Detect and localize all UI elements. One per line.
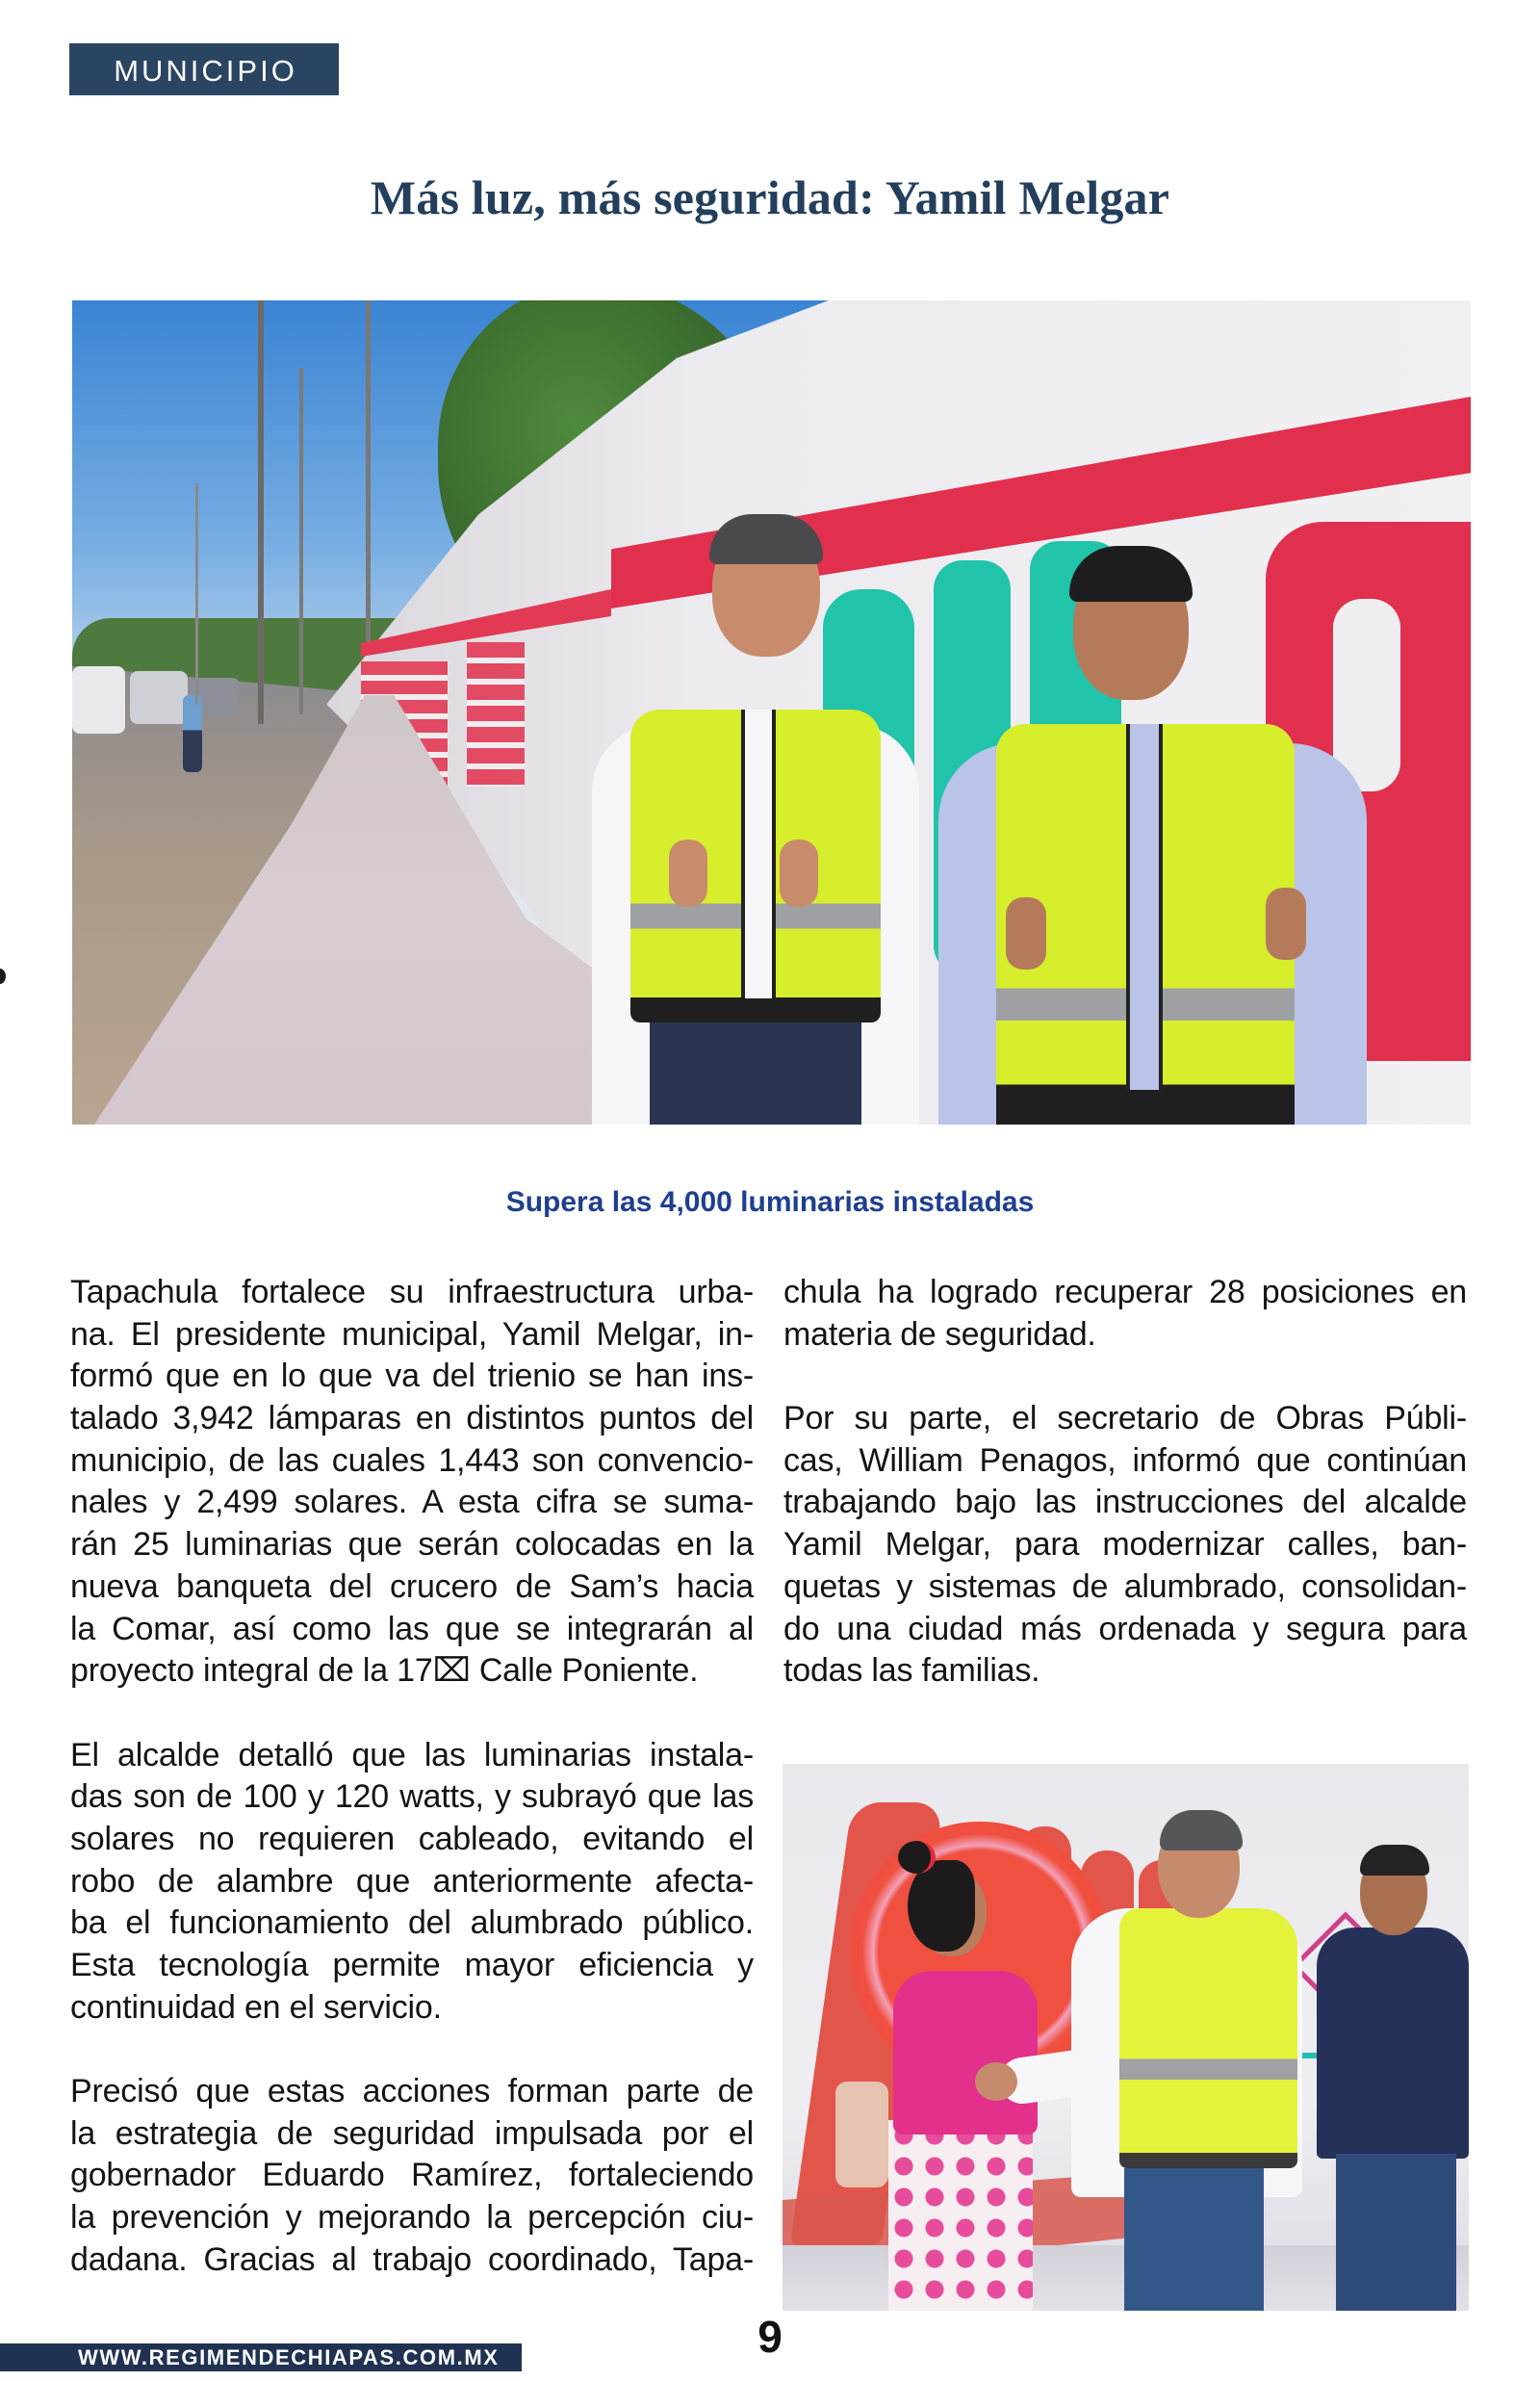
pedestrian bbox=[183, 695, 202, 772]
body-text-line: chula ha logrado recuperar 28 posiciones en bbox=[783, 1274, 1467, 1310]
body-paragraph bbox=[70, 1272, 754, 1693]
man-center-vest bbox=[1119, 1908, 1297, 2168]
parked-car bbox=[130, 671, 188, 724]
body-text-line: rán 25 luminarias que serán colocadas en la bbox=[70, 1526, 754, 1564]
body-text-line: gobernador Eduardo Ramírez, fortaleciendo bbox=[70, 2157, 754, 2194]
man-right-jeans bbox=[1336, 2154, 1456, 2311]
body-text-line: Yamil Melgar, para modernizar calles, ban- bbox=[783, 1526, 1467, 1564]
person-right-thumb bbox=[1266, 888, 1306, 960]
body-column-right bbox=[783, 1272, 1467, 1693]
body-text-line: Esta tecnología permite mayor eficiencia y bbox=[70, 1947, 754, 1983]
footer-website-bar bbox=[0, 2343, 522, 2371]
body-text-line: El alcalde detalló que las luminarias instala- bbox=[70, 1736, 754, 1773]
body-text-line: todas las familias. bbox=[783, 1652, 1040, 1690]
footer-website: WWW.REGIMENDECHIAPAS.COM.MX bbox=[78, 2345, 500, 2369]
body-text-line: Tapachula fortalece su infraestructura urba- bbox=[70, 1274, 754, 1310]
body-text-line: nales y 2,499 solares. A esta cifra se suma- bbox=[70, 1484, 754, 1521]
article-subheadline: Supera las 4,000 luminarias instaladas bbox=[505, 1186, 1035, 1218]
body-text-line: cas, William Penagos, informó que continúan bbox=[783, 1441, 1467, 1479]
body-text-line: materia de seguridad. bbox=[783, 1315, 1096, 1353]
person-right-thumb bbox=[1006, 897, 1046, 970]
body-text-line: robo de alambre que anteriormente afecta- bbox=[70, 1862, 754, 1900]
utility-pole bbox=[258, 300, 264, 724]
body-text-line: ba el funcionamiento del alumbrado público. bbox=[70, 1904, 754, 1942]
body-text-line: talado 3,942 lámparas en distintos puntos del bbox=[70, 1400, 754, 1437]
parked-car bbox=[72, 666, 125, 734]
body-paragraph bbox=[783, 1272, 1467, 1356]
man-right-hair bbox=[1360, 1845, 1429, 1876]
body-text-line: nueva banqueta del crucero de Sam’s hacia bbox=[70, 1567, 754, 1605]
utility-pole bbox=[299, 368, 303, 714]
body-column-left bbox=[70, 1272, 754, 2282]
main-photo bbox=[72, 300, 1471, 1125]
body-text-line: continuidad en el servicio. bbox=[70, 1988, 442, 2026]
body-text-line: formó que en lo que va del trienio se han ins- bbox=[70, 1358, 754, 1395]
article-headline: Más luz, más seguridad: Yamil Melgar bbox=[370, 170, 1170, 224]
wall-red-lettering bbox=[467, 642, 525, 787]
wall-red-letter-counter bbox=[1333, 599, 1400, 791]
section-tag-label: MUNICIPIO bbox=[114, 53, 297, 88]
page-edge-mark bbox=[0, 969, 6, 984]
body-text-line: solares no requieren cableado, evitando el bbox=[70, 1820, 754, 1857]
body-text-line: do una ciudad más ordenada y segura para bbox=[783, 1610, 1467, 1647]
woman-bag bbox=[835, 2082, 888, 2187]
body-text-line: municipio, de las cuales 1,443 son convencio- bbox=[70, 1441, 754, 1479]
body-text-line: la Comar, así como las que se integrarán al bbox=[70, 1610, 754, 1647]
body-text-line: la prevención y mejorando la percepción ciu- bbox=[70, 2199, 754, 2237]
body-paragraph bbox=[783, 1398, 1467, 1693]
woman-hair bbox=[908, 1860, 975, 1952]
secondary-photo bbox=[783, 1764, 1469, 2311]
person-left-thumb bbox=[780, 840, 818, 907]
body-text-line: la estrategia de seguridad impulsada por el bbox=[70, 2114, 754, 2152]
man-center-hand bbox=[975, 2062, 1017, 2101]
man-right-shirt bbox=[1317, 1928, 1469, 2159]
page-number: 9 bbox=[757, 2312, 783, 2362]
woman-top bbox=[893, 1971, 1038, 2135]
body-text-line: Por su parte, el secretario de Obras Públi- bbox=[783, 1400, 1467, 1437]
person-left-vest-opening bbox=[741, 710, 776, 998]
body-text-line: dadana. Gracias al trabajo coordinado, Tapa- bbox=[70, 2240, 754, 2278]
body-text-line: Precisó que estas acciones forman parte de bbox=[70, 2073, 754, 2110]
person-left-thumb bbox=[669, 840, 707, 907]
body-text-line: proyecto integral de la 17⌧ Calle Poniente. bbox=[70, 1652, 699, 1690]
body-paragraph bbox=[70, 1735, 754, 2030]
woman-skirt bbox=[888, 2120, 1033, 2311]
utility-pole bbox=[195, 483, 198, 705]
person-right-vest-opening bbox=[1126, 724, 1163, 1090]
body-text-line: das son de 100 y 120 watts, y subrayó que las bbox=[70, 1778, 754, 1816]
body-text-line: na. El presidente municipal, Yamil Melgar, in- bbox=[70, 1315, 754, 1353]
body-paragraph bbox=[70, 2071, 754, 2281]
body-text-line: quetas y sistemas de alumbrado, consolidan- bbox=[783, 1567, 1467, 1605]
section-tag bbox=[69, 43, 339, 95]
woman-hair-bun bbox=[898, 1841, 936, 1874]
body-text-line: trabajando bajo las instrucciones del alcalde bbox=[783, 1484, 1467, 1521]
person-left-hair bbox=[709, 514, 823, 564]
person-left-pants bbox=[650, 1013, 861, 1125]
man-center-jeans bbox=[1124, 2168, 1264, 2311]
